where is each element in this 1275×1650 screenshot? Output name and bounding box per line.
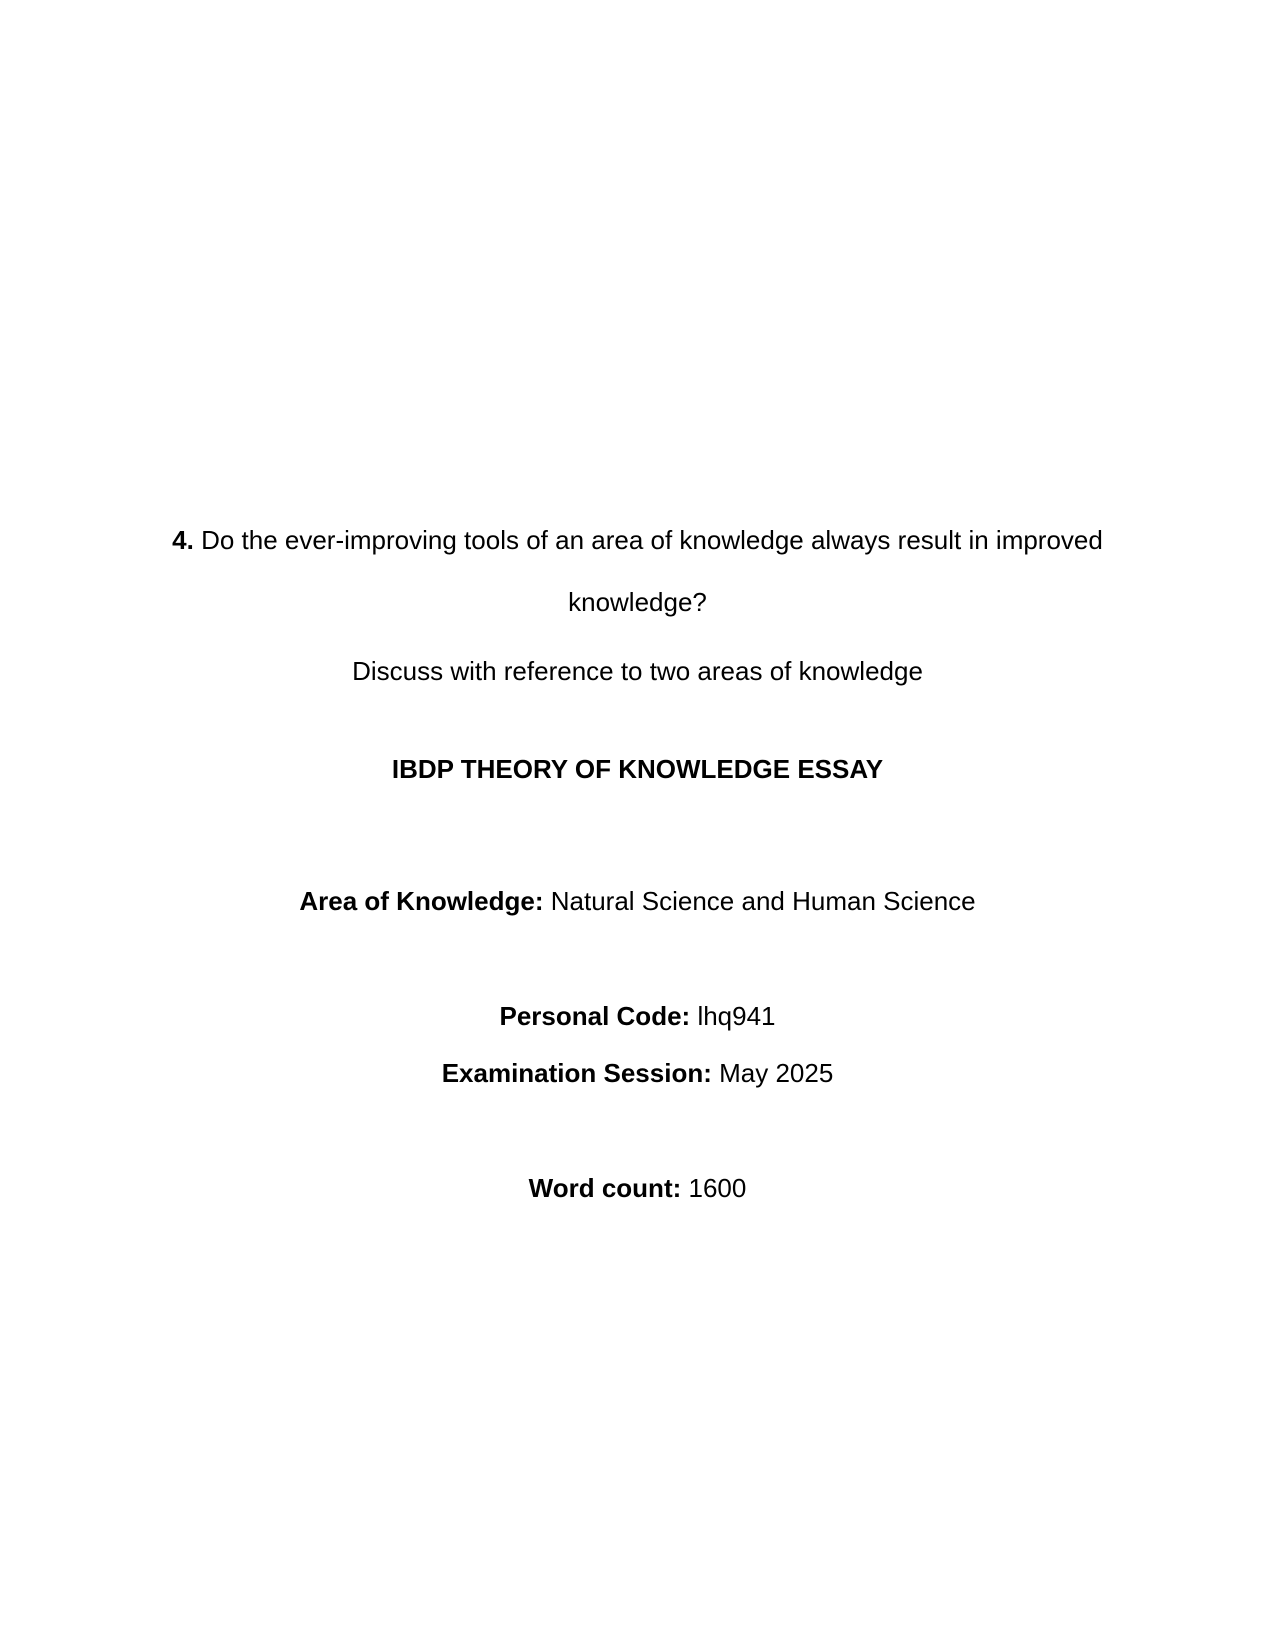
instruction-text: Discuss with reference to two areas of knowledge — [352, 656, 923, 686]
question-text-1: Do the ever-improving tools of an area of knowledge always result in improved — [201, 525, 1103, 555]
word-count-label: Word count: — [528, 1173, 682, 1203]
area-of-knowledge-label: Area of Knowledge: — [299, 886, 544, 916]
area-of-knowledge — [0, 885, 1275, 917]
examination-session-value: May 2025 — [719, 1058, 834, 1088]
personal-code-value: lhq941 — [697, 1001, 776, 1031]
question-instruction — [0, 655, 1275, 687]
word-count — [0, 1172, 1275, 1204]
essay-title — [0, 753, 1275, 785]
examination-session — [0, 1057, 1275, 1089]
examination-session-label: Examination Session: — [441, 1058, 712, 1088]
area-of-knowledge-value: Natural Science and Human Science — [550, 886, 976, 916]
question-line-1 — [0, 524, 1275, 556]
word-count-value: 1600 — [688, 1173, 747, 1203]
personal-code-label: Personal Code: — [499, 1001, 691, 1031]
personal-code — [0, 1000, 1275, 1032]
question-text-2: knowledge? — [568, 587, 707, 617]
essay-title-text: IBDP THEORY OF KNOWLEDGE ESSAY — [391, 754, 884, 784]
question-line-2 — [0, 586, 1275, 618]
question-number: 4. — [172, 525, 194, 555]
